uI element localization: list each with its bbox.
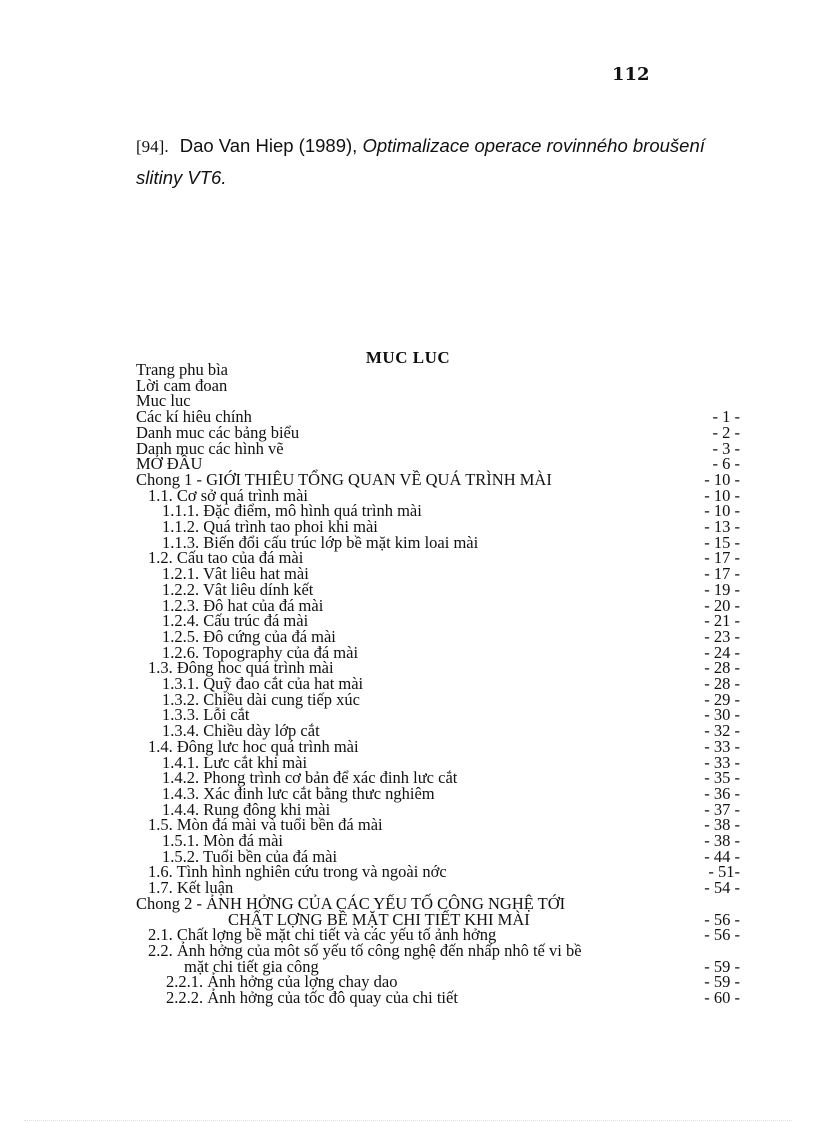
toc-entry-label: 1.3. Đông hoc quá trình mài [148,658,334,678]
toc-entry-label: MỞ ĐẦU [136,454,203,474]
toc-entry-label: 2.2. Ảnh hởng của môt số yếu tố công nghệ đến nhấp nhô tế vi bề [148,940,582,960]
toc-entry-page: - 19 - [704,579,740,599]
toc-entry [0,990,816,1006]
reference-text: Dao Van Hiep (1989), [179,135,358,156]
toc-entry [0,613,816,629]
toc-entry-label: 1.1.3. Biến đổi cấu trúc lớp bề mặt kim loai mài [162,532,479,552]
toc-entry-page: - 56 - [704,909,740,929]
toc-entry-page: - 6 - [712,454,740,474]
toc-entry-label: 2.2.2. Ảnh hởng của tốc đô quay của chi tiết [166,988,458,1007]
reference-entry [136,130,756,193]
toc-entry-page: - 21 - [704,611,740,631]
toc-entry-label: 1.2.6. Topography của đá mài [162,642,359,662]
toc-entry [0,579,816,599]
page-number: 112 [612,64,650,85]
toc-entry-label: Muc luc [136,391,191,411]
toc-entry-label: Trang phu bìa [136,360,228,379]
toc-entry-label: 2.2.1. Ảnh hởng của lợng chay dao [166,972,398,992]
toc-entry [0,660,816,676]
toc-entry [0,642,816,662]
toc-entry-label: 1.2.4. Cấu trúc đá mài [162,611,309,631]
toc-entry-page: - 23 - [704,626,740,646]
toc-entry-page: - 59 - [704,972,740,992]
toc-entry-page: - 59 - [704,956,740,976]
toc-entry-label: 1.5.2. Tuổi bền của đá mài [162,846,338,866]
toc-entry-label: Danh muc các bảng biểu [136,422,300,442]
toc-entry-label: 1.6. Tình hình nghiên cứu trong và ngoài nớc [148,862,447,882]
toc-entry-label: 1.1.1. Đặc điểm, mô hình quá trình mài [162,501,422,521]
toc-entry-label: Chong 2 - ẢNH HỞNG CỦA CÁC YẾU TỐ CÔNG NGHỆ TỚI [136,893,566,913]
toc-entry-label: 1.5.1. Mòn đá mài [162,831,283,850]
toc-entry-page: - 36 - [704,783,740,803]
toc-entry-label: 1.2.1. Vât liêu hat mài [162,564,309,584]
toc-entry-page: - 28 - [704,674,740,693]
toc-entry [0,940,816,960]
toc-entry [0,503,816,519]
toc-entry-label: 2.1. Chất lợng bề mặt chi tiết và các yếu tố ảnh hởng [148,925,497,945]
toc-entry [0,550,816,566]
toc-heading: MUC LUC [365,348,451,367]
toc-entry-page: - 24 - [704,642,740,662]
toc-entry-page: - 3 - [712,438,740,458]
toc-entry [0,566,816,582]
toc-entry-label: mặt chi tiết gia công [184,956,319,976]
toc-entry [0,817,816,833]
toc-entry-page: - 2 - [712,422,740,442]
toc-entry [0,595,816,615]
toc-entry-page: - 35 - [704,768,740,788]
toc-entry-page: - 37 - [704,799,740,819]
toc-entry-label: 1.2.2. Vât liêu dính kết [162,579,314,599]
toc-entry-page: - 10 - [704,469,740,489]
toc-entry-page: - 10 - [704,501,740,521]
toc-entry [0,409,816,425]
toc-entry-label: 1.4.4. Rung đông khi mài [162,799,331,819]
toc-entry-label: CHẤT LỢNG BỀ MẶT CHI TIẾT KHI MÀI [228,909,530,929]
toc-entry-label: 1.1. Cơ sở quá trình mài [148,485,308,505]
toc-entry-page: - 38 - [704,831,740,850]
footer-rule [24,1120,792,1121]
toc-entry-label: Danh muc các hình vẽ [136,438,284,458]
toc-entry-page: - 28 - [704,658,740,678]
toc-entry-page: - 56 - [704,925,740,945]
toc-entry-label: 1.3.2. Chiều dài cung tiếp xúc [162,689,360,709]
toc-entry-label: Các kí hiêu chính [136,407,252,427]
toc-entry [0,956,816,976]
toc-entry-page: - 10 - [704,485,740,505]
toc-entry [0,532,816,552]
toc-entry-page: - 17 - [704,548,740,568]
toc-entry-page: - 44 - [704,846,740,866]
toc-entry-label: 1.3.1. Quỹ đao cắt của hat mài [162,674,364,693]
toc-entry [0,736,816,756]
toc-entry-label: 1.5. Mòn đá mài và tuổi bền đá mài [148,815,383,835]
toc-entry-page: - 1 - [712,407,740,427]
toc-entry-page: - 33 - [704,736,740,756]
toc-entry-label: Lời cam đoan [136,375,228,395]
toc-entry-page: - 51- [708,862,740,882]
toc-entry-page: - 38 - [704,815,740,835]
toc-entry [0,469,816,489]
toc-entry [0,438,816,458]
toc-entry-page: - 60 - [704,988,740,1007]
toc-entry-label: 1.4. Đông lưc hoc quá trình mài [148,736,359,756]
toc-entry [0,723,816,739]
toc-entry [0,783,816,803]
toc-entry [0,799,816,819]
toc-entry-page: - 29 - [704,689,740,709]
toc-entry-page: - 20 - [704,595,740,615]
reference-number: [94]. [136,137,169,156]
toc-entry [0,864,816,880]
toc-entry-label: 1.2.3. Đô hat của đá mài [162,595,324,615]
toc-entry-label: Chong 1 - GIỚI THIÊU TỔNG QUAN VỀ QUÁ TRÌNH MÀI [136,469,552,489]
toc-entry-label: 1.3.4. Chiều dày lớp cắt [162,721,320,741]
toc-entry [0,393,816,409]
toc-entry-page: - 13 - [704,517,740,536]
toc-entry [0,707,816,723]
toc-entry-page: - 54 - [704,878,740,898]
toc-entry-page: - 15 - [704,532,740,552]
toc-entry-label: 1.4.2. Phong trình cơ bản để xác đinh lưc cắt [162,768,458,788]
toc-entry [0,422,816,442]
toc-entry-label: 1.2.5. Đô cứng của đá mài [162,626,336,646]
toc-entry [0,375,816,395]
toc-entry [0,362,816,378]
toc-entry-page: - 33 - [704,752,740,772]
toc-entry-label: 1.7. Kết luận [148,878,234,898]
toc-entry-label: 1.4.3. Xác đinh lưc cắt bằng thưc nghiêm [162,783,435,803]
toc-entry-page: - 17 - [704,564,740,584]
toc-entry [0,833,816,849]
toc-entry [0,626,816,646]
toc-entry-label: 1.3.3. Lỗi cắt [162,705,250,725]
toc-entry-label: 1.4.1. Lưc cắt khi mài [162,752,308,772]
toc-entry-page: - 32 - [704,721,740,741]
toc-entry-label: 1.1.2. Quá trình tao phoi khi mài [162,517,378,536]
toc-entry [0,676,816,692]
reference-title: Optimalizace operace rovinného broušení slitiny VT6. [136,135,705,188]
toc-entry-label: 1.2. Cấu tao của đá mài [148,548,304,568]
toc-entry-page: - 30 - [704,705,740,725]
toc-entry [0,689,816,709]
